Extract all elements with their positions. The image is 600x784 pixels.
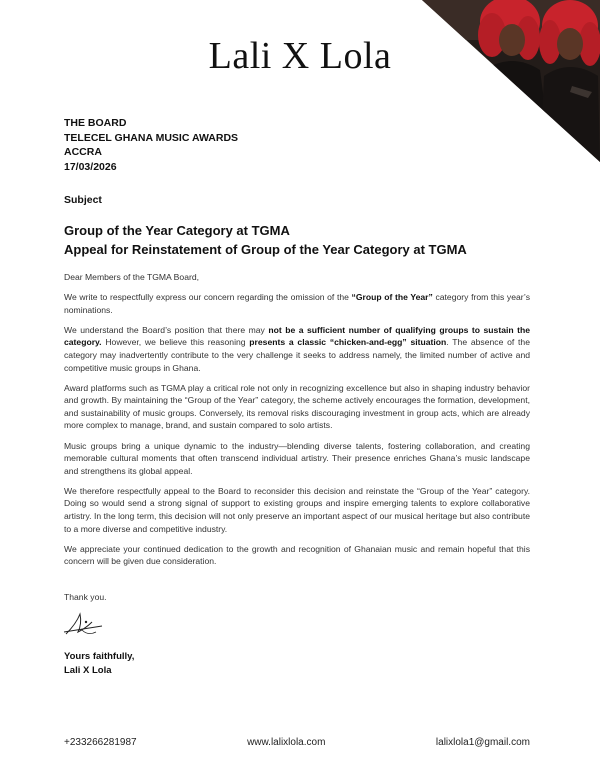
paragraph-1-emphasis: “Group of the Year” xyxy=(351,292,433,303)
closing-line: Yours faithfully, xyxy=(64,651,135,662)
handwritten-signature xyxy=(62,610,106,640)
recipient-address xyxy=(64,116,238,174)
footer-website-link[interactable]: www.lalixlola.com xyxy=(247,737,326,748)
paragraph-1 xyxy=(64,291,530,316)
footer-contact xyxy=(64,737,530,748)
letter-date: 17/03/2026 xyxy=(64,160,117,173)
paragraph-1-text: We write to respectfully express our concern regarding the omission of the xyxy=(64,292,352,303)
corner-artist-photo xyxy=(422,0,600,162)
footer-phone: +233266281987 xyxy=(64,737,137,748)
paragraph-2-emphasis-2: presents a classic “chicken-and-egg” situation xyxy=(249,337,447,348)
recipient-line-board: THE BOARD xyxy=(64,117,127,129)
closing-block xyxy=(64,650,134,678)
recipient-line-city: ACCRA xyxy=(64,146,102,158)
signatory-name: Lali X Lola xyxy=(64,665,112,676)
paragraph-2-text-mid: However, we believe this reasoning xyxy=(101,337,250,348)
paragraph-5: We therefore respectfully appeal to the Board to reconsider this decision and reinstate the “Group of the Year” category. Doing so would send a strong signal of support to existing groups and inspire emerging talents to explore collaborative artistry. In the long term, this decision will not only preserve an important aspect of our musical heritage but also contribute to a more diverse and competitive industry. xyxy=(64,485,530,534)
paragraph-3: Award platforms such as TGMA play a critical role not only in recognizing excellence but also in shaping industry behavior and growth. By maintaining the “Group of the Year” category, the scheme actively encourages the formation, development, and sustainability of music groups. Conversely, its removal risks discouraging investment in group acts, which are already more complex to manage, brand, and sustain compared to solo artists. xyxy=(64,382,530,431)
paragraph-6: We appreciate your continued dedication to the growth and recognition of Ghanaian music and remain hopeful that this concern will be given due consideration. xyxy=(64,543,530,567)
paragraph-2-text: We understand the Board’s position that there may xyxy=(64,324,269,335)
paragraph-1-text-end: category from this year’s nominations. xyxy=(64,292,530,315)
footer-email-link[interactable]: lalixlola1@gmail.com xyxy=(435,737,530,748)
thank-you: Thank you. xyxy=(64,592,107,602)
subject-line-2: Appeal for Reinstatement of Group of the Year Category at TGMA xyxy=(64,241,467,257)
subject-label: Subject xyxy=(64,194,102,206)
paragraph-4: Music groups bring a unique dynamic to the industry—blending diverse talents, fostering collaboration, and creating memorable cultural moments that often transcend individual artistry. Their presence enriches Ghana’s music landscape and strengthens its global appeal. xyxy=(64,440,530,476)
paragraph-2-text-end: . The absence of the category may inadvertently contribute to the very challenge it seeks to address namely, the limited number of active and competitive music groups in Ghana. xyxy=(64,337,530,373)
salutation: Dear Members of the TGMA Board, xyxy=(64,272,200,282)
letter-body xyxy=(64,271,530,575)
recipient-line-org: TELECEL GHANA MUSIC AWARDS xyxy=(64,131,239,144)
subject-line-1: Group of the Year Category at TGMA xyxy=(64,223,290,238)
subject-heading xyxy=(64,222,467,259)
paragraph-2-emphasis: not be a sufficient number of qualifying groups to sustain the category. xyxy=(64,324,530,348)
paragraph-2 xyxy=(64,324,530,374)
letterhead-title: Lali X Lola xyxy=(208,35,392,77)
